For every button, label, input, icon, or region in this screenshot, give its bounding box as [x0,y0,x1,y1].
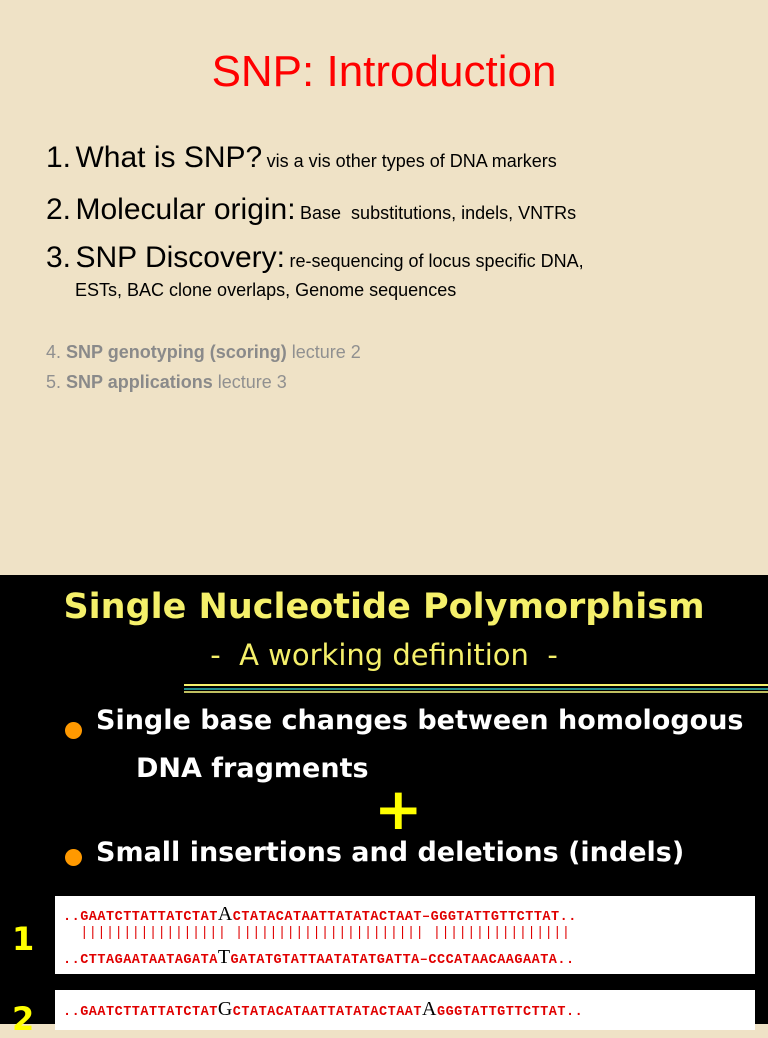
snp-base: G [217,998,233,1020]
point-1-detail: vis a vis other types of DNA markers [266,151,557,171]
point-1 [46,141,557,175]
divider-line [184,684,768,686]
example-2-label: 2 [12,1000,35,1038]
slide-title: Single Nucleotide Polymorphism [63,587,705,627]
divider-line [184,691,768,693]
sequence-segment: CTATACATAATTATATACTAAT–GGGTATTGTTCTTAT.. [232,910,577,925]
upcoming-item-4-lecture: lecture 2 [291,342,361,362]
point-2-detail: Base substitutions, indels, VNTRs [300,203,577,223]
upcoming-item-5-number: 5. [46,372,62,392]
upcoming-item-4-title: SNP genotyping (scoring) [66,342,287,362]
bullet-1-line-2: DNA fragments [136,753,369,784]
sequence-bottom-strand [63,946,575,969]
upcoming-item-4 [46,342,361,363]
snp-base: A [422,998,437,1020]
point-2 [46,193,576,227]
snp-base: A [217,903,233,925]
divider-line [184,688,768,690]
bullet-1-line-1: Single base changes between homologous [96,705,744,736]
point-2-main: Molecular origin: [75,193,296,226]
sequence-segment: GGGTATTGTTCTTAT.. [436,1005,584,1020]
bullet-2-line-1: Small insertions and deletions (indels) [96,837,685,868]
point-1-number: 1. [46,141,72,174]
plus-icon: + [374,775,423,843]
point-3-number: 3. [46,241,72,274]
sequence-segment: ..CTTAGAATAATAGATA [63,953,218,968]
sequence-segment: ..GAATCTTATTATCTAT [63,1005,218,1020]
point-3-detail: re-sequencing of locus specific DNA, [289,251,584,271]
point-2-number: 2. [46,193,72,226]
upcoming-item-5 [46,372,287,393]
example-1-label: 1 [12,920,35,958]
sequence-segment: GATATGTATTAATATATGATTA–CCCATAACAAGAATA.. [230,953,575,968]
base-pairing-lines: ||||||||||||||||| |||||||||||||||||||||| |||||||||||||||| [63,926,571,941]
snp-base: T [217,946,231,968]
sequence-top-strand [63,998,583,1021]
upcoming-item-5-lecture: lecture 3 [217,372,287,392]
upcoming-item-5-title: SNP applications [66,372,213,392]
bullet-dot-icon [65,849,82,866]
upcoming-item-4-number: 4. [46,342,62,362]
point-3-detail-continued: ESTs, BAC clone overlaps, Genome sequences [75,280,457,300]
slide-subtitle: - A working definition - [210,638,558,672]
sequence-segment: CTATACATAATTATATACTAAT [232,1005,423,1020]
sequence-segment: ..GAATCTTATTATCTAT [63,910,218,925]
point-3-main: SNP Discovery: [75,241,285,274]
bullet-dot-icon [65,722,82,739]
sequence-alignment-2 [55,990,755,1030]
sequence-alignment-1 [55,896,755,974]
slide-title: SNP: Introduction [211,47,557,96]
point-3 [46,241,584,275]
slide-snp-definition [0,575,768,1038]
sequence-top-strand [63,903,577,926]
point-1-main: What is SNP? [75,141,263,174]
